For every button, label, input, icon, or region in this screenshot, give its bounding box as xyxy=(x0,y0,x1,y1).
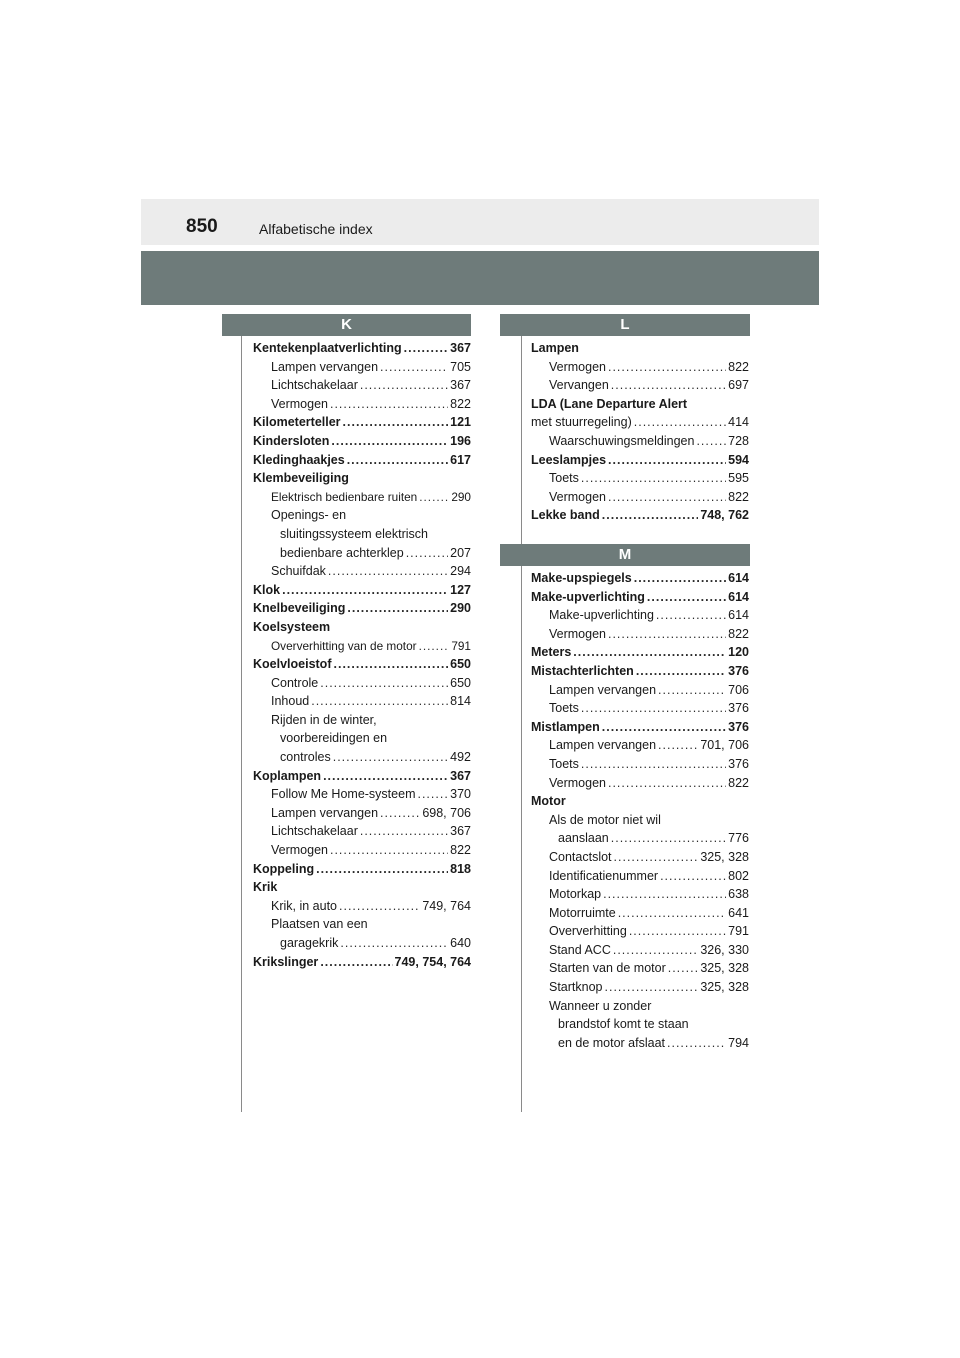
index-entry xyxy=(531,774,749,793)
entry-term: Controle xyxy=(271,675,319,690)
index-entry xyxy=(531,569,749,588)
entry-term: Klok xyxy=(253,582,281,597)
dot-leader xyxy=(605,978,699,997)
entry-term: Startknop xyxy=(549,980,603,995)
entry-term: Knelbeveiliging xyxy=(253,601,346,616)
entry-term: aanslaan xyxy=(558,831,609,846)
entry-term: Elektrisch bedienbare ruiten xyxy=(271,489,418,504)
entry-term: Mistachterlichten xyxy=(531,663,634,678)
index-entry xyxy=(531,358,749,377)
dot-leader xyxy=(419,637,450,656)
entry-page-ref: 290 xyxy=(451,489,471,504)
index-entry xyxy=(253,544,471,563)
index-entry xyxy=(531,922,749,941)
section-letter-m: M xyxy=(500,544,750,566)
index-entry xyxy=(531,662,749,681)
dot-leader xyxy=(417,785,448,804)
entry-term: Koppeling xyxy=(253,861,315,876)
entry-page-ref: 776 xyxy=(728,831,749,846)
dot-leader xyxy=(404,339,448,358)
entry-page-ref: 614 xyxy=(728,589,749,604)
entry-term: Kentekenplaatverlichting xyxy=(253,341,402,355)
index-list-l xyxy=(531,339,749,525)
entry-term: Kledinghaakjes xyxy=(253,452,345,467)
entry-term: Toets xyxy=(549,756,579,771)
dot-leader xyxy=(334,655,449,674)
entry-term: Lampen vervangen xyxy=(271,805,379,820)
index-entry xyxy=(531,413,749,432)
index-entry xyxy=(531,488,749,507)
entry-page-ref: 127 xyxy=(450,582,471,597)
entry-term: Leeslampjes xyxy=(531,452,607,467)
index-entry xyxy=(531,588,749,607)
entry-page-ref: 325, 328 xyxy=(700,849,749,864)
index-entry xyxy=(531,941,749,960)
index-entry xyxy=(253,599,471,618)
entry-page-ref: 614 xyxy=(728,608,749,623)
index-entry xyxy=(253,339,471,358)
entry-page-ref: 367 xyxy=(450,768,471,783)
dot-leader xyxy=(347,451,448,470)
entry-term: Contactslot xyxy=(549,849,612,864)
entry-page-ref: 325, 328 xyxy=(700,980,749,995)
entry-page-ref: 822 xyxy=(450,843,471,858)
dot-leader xyxy=(573,643,726,662)
entry-term: Vermogen xyxy=(549,626,606,641)
entry-term: Vermogen xyxy=(271,843,328,858)
index-entry xyxy=(531,625,749,644)
index-entry: Als de motor niet wil xyxy=(549,812,661,827)
entry-term: Vermogen xyxy=(549,489,606,504)
entry-page-ref: 640 xyxy=(450,936,471,950)
index-entry xyxy=(253,822,471,841)
index-entry xyxy=(531,829,749,848)
entry-page-ref: 594 xyxy=(728,452,749,467)
entry-page-ref: 822 xyxy=(728,626,749,641)
entry-term: Toets xyxy=(549,701,579,716)
dot-leader xyxy=(667,1034,726,1053)
index-entry: Lampen xyxy=(531,341,579,355)
index-entry xyxy=(253,562,471,581)
dot-leader xyxy=(343,413,449,432)
entry-page-ref: 705 xyxy=(450,359,471,374)
entry-term: Koelvloeistof xyxy=(253,657,332,672)
entry-term: Krikslinger xyxy=(253,954,319,969)
entry-page-ref: 701, 706 xyxy=(700,738,749,753)
entry-term: Make-upverlichting xyxy=(531,589,645,604)
dot-leader xyxy=(634,569,726,588)
entry-term: Make-upspiegels xyxy=(531,571,632,585)
dot-leader xyxy=(636,662,726,681)
index-entry: Koelsysteem xyxy=(253,619,331,634)
index-entry xyxy=(531,506,749,525)
index-entry xyxy=(531,451,749,470)
page-number: 850 xyxy=(186,216,218,237)
index-entry xyxy=(531,904,749,923)
entry-term: en de motor afslaat xyxy=(558,1035,666,1050)
index-entry xyxy=(531,736,749,755)
entry-term: Schuifdak xyxy=(271,564,326,579)
dot-leader xyxy=(602,718,726,737)
index-entry xyxy=(531,681,749,700)
entry-term: Krik, in auto xyxy=(271,898,338,913)
entry-term: Oververhitting xyxy=(549,924,627,939)
index-entry xyxy=(253,451,471,470)
entry-page-ref: 822 xyxy=(450,396,471,411)
index-entry: Klembeveiliging xyxy=(253,471,349,486)
dot-leader xyxy=(611,829,726,848)
dot-leader xyxy=(330,395,448,414)
entry-page-ref: 822 xyxy=(728,359,749,374)
section-letter-k: K xyxy=(222,314,471,336)
entry-page-ref: 638 xyxy=(728,887,749,902)
dot-leader xyxy=(608,358,726,377)
index-entry xyxy=(531,699,749,718)
entry-page-ref: 617 xyxy=(450,452,471,467)
dot-leader xyxy=(668,959,699,978)
index-entry xyxy=(253,953,471,972)
entry-term: Oververhitting van de motor xyxy=(271,638,417,653)
dot-leader xyxy=(634,413,726,432)
dot-leader xyxy=(330,841,448,860)
entry-page-ref: 492 xyxy=(450,750,471,765)
index-entry xyxy=(253,413,471,432)
dot-leader xyxy=(602,506,699,525)
entry-page-ref: 794 xyxy=(728,1035,749,1050)
entry-page-ref: 818 xyxy=(450,861,471,876)
dot-leader xyxy=(658,681,726,700)
entry-page-ref: 290 xyxy=(450,601,471,616)
dot-leader xyxy=(608,625,726,644)
entry-term: Lampen vervangen xyxy=(549,738,657,753)
dot-leader xyxy=(629,922,726,941)
index-entry xyxy=(531,469,749,488)
section-letter-l: L xyxy=(500,314,750,336)
index-entry xyxy=(253,934,471,953)
entry-page-ref: 367 xyxy=(450,824,471,839)
entry-page-ref: 641 xyxy=(728,905,749,920)
entry-term: Kindersloten xyxy=(253,433,330,448)
dot-leader xyxy=(347,599,448,618)
index-entry xyxy=(253,376,471,395)
index-entry xyxy=(253,692,471,711)
index-entry xyxy=(531,959,749,978)
entry-term: Waarschuwingsmeldingen xyxy=(549,433,695,448)
entry-page-ref: 376 xyxy=(728,719,749,734)
index-entry xyxy=(253,637,471,656)
entry-term: Vervangen xyxy=(549,378,609,393)
entry-page-ref: 728 xyxy=(728,433,749,448)
entry-term: met stuurregeling) xyxy=(531,415,632,430)
dot-leader xyxy=(613,941,698,960)
entry-page-ref: 367 xyxy=(450,378,471,393)
entry-term: Vermogen xyxy=(549,359,606,374)
index-entry: Rijden in de winter, xyxy=(271,712,377,727)
column-rule-right xyxy=(521,336,522,1112)
dot-leader xyxy=(608,774,726,793)
entry-term: Lichtschakelaar xyxy=(271,824,358,839)
dot-leader xyxy=(581,755,726,774)
entry-page-ref: 367 xyxy=(450,341,471,355)
entry-page-ref: 196 xyxy=(450,433,471,448)
dot-leader xyxy=(618,904,726,923)
index-entry xyxy=(253,358,471,377)
index-entry xyxy=(253,655,471,674)
index-entry: Plaatsen van een xyxy=(271,917,368,932)
dot-leader xyxy=(316,860,448,879)
dot-leader xyxy=(603,885,726,904)
index-entry xyxy=(531,643,749,662)
dot-leader xyxy=(380,358,448,377)
dot-leader xyxy=(406,544,448,563)
index-entry xyxy=(531,718,749,737)
entry-page-ref: 822 xyxy=(728,775,749,790)
dot-leader xyxy=(696,432,726,451)
entry-page-ref: 414 xyxy=(728,415,749,430)
entry-page-ref: 121 xyxy=(450,415,471,430)
entry-page-ref: 207 xyxy=(450,545,471,560)
dot-leader xyxy=(660,867,726,886)
entry-term: Lekke band xyxy=(531,508,600,523)
dot-leader xyxy=(360,822,448,841)
entry-term: Motorruimte xyxy=(549,905,616,920)
dot-leader xyxy=(608,488,726,507)
dot-leader xyxy=(611,376,726,395)
index-entry xyxy=(531,848,749,867)
entry-term: bedienbare achterklep xyxy=(280,545,404,560)
dot-leader xyxy=(608,451,726,470)
dot-leader xyxy=(320,953,392,972)
entry-page-ref: 376 xyxy=(728,701,749,716)
dot-leader xyxy=(323,767,448,786)
dot-leader xyxy=(328,562,448,581)
index-entry: Wanneer u zonder xyxy=(549,998,652,1013)
dot-leader xyxy=(658,736,698,755)
entry-page-ref: 595 xyxy=(728,471,749,486)
entry-page-ref: 749, 764 xyxy=(422,898,471,913)
index-list-k xyxy=(253,339,471,971)
index-entry xyxy=(253,432,471,451)
entry-page-ref: 370 xyxy=(450,787,471,802)
entry-term: Toets xyxy=(549,471,579,486)
entry-page-ref: 748, 762 xyxy=(700,508,749,523)
dot-leader xyxy=(340,934,448,953)
dot-leader xyxy=(581,469,726,488)
entry-term: Identificatienummer xyxy=(549,868,659,883)
index-entry xyxy=(531,867,749,886)
entry-term: Mistlampen xyxy=(531,719,600,734)
dot-leader xyxy=(320,674,448,693)
entry-page-ref: 326, 330 xyxy=(700,942,749,957)
entry-term: Meters xyxy=(531,645,572,660)
index-entry xyxy=(253,785,471,804)
dot-leader xyxy=(311,692,448,711)
entry-page-ref: 294 xyxy=(450,564,471,579)
index-entry xyxy=(253,395,471,414)
dot-leader xyxy=(419,488,449,507)
index-entry xyxy=(253,767,471,786)
dot-leader xyxy=(581,699,726,718)
dot-leader xyxy=(360,376,448,395)
dot-leader xyxy=(614,848,699,867)
entry-page-ref: 120 xyxy=(728,645,749,660)
dot-leader xyxy=(333,748,448,767)
index-entry xyxy=(531,755,749,774)
index-entry: sluitingssysteem elektrisch xyxy=(280,526,428,541)
entry-page-ref: 650 xyxy=(450,675,471,690)
entry-term: Vermogen xyxy=(549,775,606,790)
dot-leader xyxy=(282,581,448,600)
dot-leader xyxy=(380,804,420,823)
index-entry: Openings- en xyxy=(271,508,347,523)
header-band xyxy=(141,251,819,305)
column-rule-left xyxy=(241,336,242,1112)
entry-term: Lampen vervangen xyxy=(271,359,379,374)
index-entry xyxy=(531,1034,749,1053)
index-entry xyxy=(531,432,749,451)
entry-term: Vermogen xyxy=(271,396,328,411)
entry-term: controles xyxy=(280,750,331,765)
entry-term: Motorkap xyxy=(549,887,602,902)
page-title: Alfabetische index xyxy=(259,221,373,237)
index-entry: Krik xyxy=(253,880,278,895)
entry-term: Make-upverlichting xyxy=(549,608,654,623)
index-entry: Motor xyxy=(531,794,566,809)
entry-page-ref: 822 xyxy=(728,489,749,504)
entry-page-ref: 376 xyxy=(728,663,749,678)
entry-page-ref: 650 xyxy=(450,657,471,672)
dot-leader xyxy=(647,588,726,607)
index-entry xyxy=(253,804,471,823)
index-entry xyxy=(253,897,471,916)
index-entry xyxy=(253,674,471,693)
index-entry: LDA (Lane Departure Alert xyxy=(531,396,688,411)
index-list-m xyxy=(531,569,749,1052)
entry-term: Koplampen xyxy=(253,768,322,783)
entry-page-ref: 802 xyxy=(728,868,749,883)
entry-term: Inhoud xyxy=(271,694,310,709)
index-entry xyxy=(253,841,471,860)
entry-term: garagekrik xyxy=(280,936,339,950)
dot-leader xyxy=(339,897,420,916)
entry-page-ref: 697 xyxy=(728,378,749,393)
entry-term: Follow Me Home-systeem xyxy=(271,787,416,802)
dot-leader xyxy=(331,432,448,451)
entry-term: Stand ACC xyxy=(549,942,611,957)
index-entry xyxy=(253,488,471,507)
entry-page-ref: 614 xyxy=(728,571,749,585)
entry-page-ref: 791 xyxy=(451,638,471,653)
entry-page-ref: 376 xyxy=(728,756,749,771)
entry-term: Lampen vervangen xyxy=(549,682,657,697)
entry-page-ref: 698, 706 xyxy=(422,805,471,820)
page-header xyxy=(141,199,819,245)
entry-term: Starten van de motor xyxy=(549,961,666,976)
index-entry xyxy=(253,860,471,879)
entry-page-ref: 325, 328 xyxy=(700,961,749,976)
index-entry: voorbereidingen en xyxy=(280,731,388,746)
index-entry xyxy=(531,376,749,395)
entry-page-ref: 706 xyxy=(728,682,749,697)
entry-page-ref: 791 xyxy=(728,924,749,939)
entry-page-ref: 814 xyxy=(450,694,471,709)
index-entry xyxy=(531,885,749,904)
index-entry xyxy=(253,581,471,600)
index-entry: brandstof komt te staan xyxy=(558,1017,689,1032)
dot-leader xyxy=(656,606,726,625)
index-entry xyxy=(531,606,749,625)
index-entry xyxy=(253,748,471,767)
entry-term: Lichtschakelaar xyxy=(271,378,358,393)
entry-page-ref: 749, 754, 764 xyxy=(394,954,471,969)
index-entry xyxy=(531,978,749,997)
entry-term: Kilometerteller xyxy=(253,415,341,430)
